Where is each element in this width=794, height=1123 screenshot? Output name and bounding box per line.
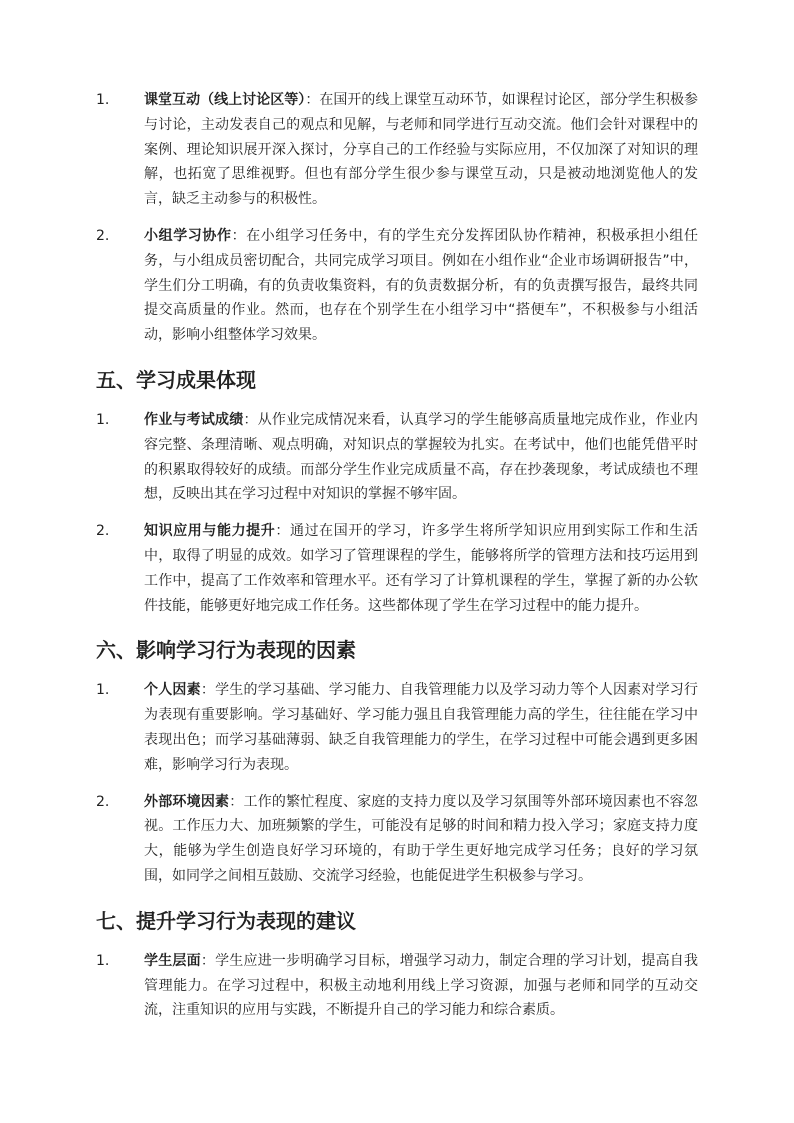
term-separator: ： <box>229 793 244 810</box>
section7-list <box>96 949 698 1023</box>
item-term: 作业与考试成绩 <box>144 411 244 428</box>
item-term: 个人因素 <box>144 682 201 699</box>
paragraph <box>144 519 698 618</box>
list-item <box>96 88 698 212</box>
list-number: 1. <box>96 411 110 428</box>
section-heading: 六、影响学习行为表现的因素 <box>96 638 356 663</box>
section4-list <box>96 88 698 348</box>
item-term: 学生层面 <box>144 952 201 969</box>
item-term: 知识应用与能力提升 <box>144 523 276 540</box>
item-text: 学生的学习基础、学习能力、自我管理能力以及学习动力等个人因素对学习行为表现有重要影响。学习基础好、学习能力强且自我管理能力高的学生，往往能在学习中表现出色；而学习基础薄弱、缺乏自我管理能力的学生，在学习过程中可能会遇到更多困难，影响学习行为表现。 <box>144 682 699 773</box>
paragraph <box>144 949 698 1023</box>
list-item <box>96 408 698 507</box>
term-separator: ： <box>243 411 258 428</box>
term-separator: ： <box>305 92 320 108</box>
list-number: 2. <box>96 523 110 540</box>
list-item <box>96 790 698 889</box>
term-separator: ： <box>200 682 216 699</box>
paragraph <box>144 88 698 212</box>
item-term: 课堂互动（线上讨论区等） <box>144 92 306 108</box>
term-separator: ： <box>231 227 247 244</box>
list-item <box>96 678 698 777</box>
list-item <box>96 224 698 348</box>
item-text: 从作业完成情况来看，认真学习的学生能够高质量地完成作业，作业内容完整、条理清晰、观点明确，对知识点的掌握较为扎实。在考试中，他们也能凭借平时的积累取得较好的成绩。而部分学生作业完成质量不高，存在抄袭现象，考试成绩也不理想，反映出其在学习过程中对知识的掌握不够牢固。 <box>144 411 699 503</box>
item-text: 在国开的线上课堂互动环节，如课程讨论区，部分学生积极参与讨论，主动发表自己的观点和见解，与老师和同学进行互动交流。他们会针对课程中的案例、理论知识展开深入探讨，分享自己的工作经验与实际应用，不仅加深了对知识的理解，也拓宽了思维视野。但也有部分学生很少参与课堂互动，只是被动地浏览他人的发言，缺乏主动参与的积极性。 <box>144 92 699 208</box>
list-number: 1. <box>96 682 110 699</box>
list-item <box>96 949 698 1023</box>
section-heading: 七、提升学习行为表现的建议 <box>96 908 356 933</box>
item-text: 在小组学习任务中，有的学生充分发挥团队协作精神，积极承担小组任务，与小组成员密切配合，共同完成学习项目。例如在小组作业“企业市场调研报告”中，学生们分工明确，有的负责收集资料，有的负责数据分析，有的负责撰写报告，最终共同提交高质量的作业。然而，也存在个别学生在小组学习中“搭便车”，不积极参与小组活动，影响小组整体学习效果。 <box>144 227 699 344</box>
item-term: 小组学习协作 <box>144 227 232 244</box>
section-heading: 五、学习成果体现 <box>96 367 256 392</box>
item-text: 通过在国开的学习，许多学生将所学知识应用到实际工作和生活中，取得了明显的成效。如学习了管理课程的学生，能够将所学的管理方法和技巧运用到工作中，提高了工作效率和管理水平。还有学习了计算机课程的学生，掌握了新的办公软件技能，能够更好地完成工作任务。这些都体现了学生在学习过程中的能力提升。 <box>144 523 699 614</box>
section5-list <box>96 408 698 618</box>
item-text: 学生应进一步明确学习目标，增强学习动力，制定合理的学习计划，提高自我管理能力。在学习过程中，积极主动地利用线上学习资源，加强与老师和同学的互动交流，注重知识的应用与实践，不断提升自己的学习能力和综合素质。 <box>144 952 699 1019</box>
list-number: 2. <box>96 227 110 244</box>
item-term: 外部环境因素 <box>144 793 230 810</box>
paragraph <box>144 408 698 507</box>
paragraph <box>144 224 698 348</box>
paragraph <box>144 678 698 777</box>
term-separator: ： <box>275 523 290 540</box>
list-number: 1. <box>96 92 110 108</box>
term-separator: ： <box>200 952 216 969</box>
item-text: 工作的繁忙程度、家庭的支持力度以及学习氛围等外部环境因素也不容忽视。工作压力大、加班频繁的学生，可能没有足够的时间和精力投入学习；家庭支持力度大，能够为学生创造良好学习环境的，有助于学生更好地完成学习任务；良好的学习氛围，如同学之间相互鼓励、交流学习经验，也能促进学生积极参与学习。 <box>144 793 699 884</box>
list-number: 1. <box>96 952 110 969</box>
paragraph <box>144 790 698 889</box>
section6-list <box>96 678 698 888</box>
list-item <box>96 519 698 618</box>
list-number: 2. <box>96 793 110 810</box>
